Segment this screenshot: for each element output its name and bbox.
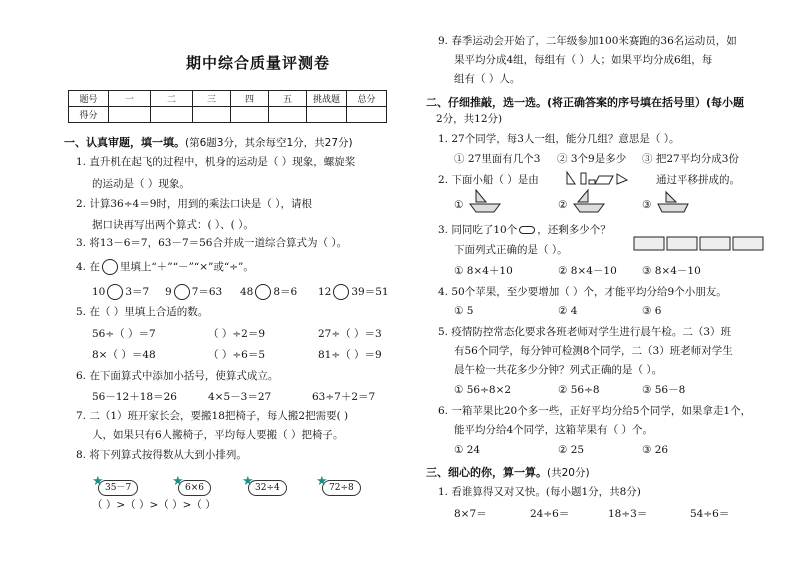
q5-item: （ ）÷2＝9 [208, 328, 265, 340]
q6-item: 4×5－3＝27 [208, 391, 272, 403]
score-input[interactable] [307, 107, 347, 123]
q2-line2: 据口诀再写出两个算式：( ）、( ）。 [92, 219, 254, 231]
score-cell: 五 [269, 91, 307, 107]
boat-icon [468, 188, 504, 216]
c4-option[interactable]: ① 5 [454, 305, 474, 317]
q9-line3: 组有（ ）人。 [454, 73, 521, 85]
d1-item[interactable]: 18÷3＝ [608, 508, 648, 520]
shape-pieces-icon [565, 170, 655, 186]
score-cell: 得分 [69, 107, 109, 123]
q1-line1: 1. 直升机在起飞的过程中，机身的运动是（ ）现象，螺旋桨 [76, 156, 356, 168]
c2: 2. 下面小船（ ）是由 [438, 174, 539, 186]
star-icon: ★ [242, 474, 254, 489]
answer-circle[interactable] [333, 284, 349, 300]
q5-item: 81÷（ ）＝9 [318, 349, 382, 361]
q8-answer-blanks[interactable]: （ ）>（ ）>（ ）>（ ） [92, 499, 216, 511]
q8-badge: ★ 72÷8 [322, 475, 361, 496]
score-cell: 二 [151, 91, 193, 107]
page-title: 期中综合质量评测卷 [186, 54, 331, 72]
q9-line1: 9. 春季运动会开始了，二年级参加100米赛跑的36名运动员，如 [438, 35, 737, 47]
d1-item[interactable]: 24÷6＝ [530, 508, 570, 520]
section2-heading: 二、仔细推敲，选一选。(将正确答案的序号填在括号里）(每小题 [426, 96, 745, 109]
q2-line1: 2. 计算36÷4＝9时，用到的乘法口诀是（ ），请根 [76, 198, 312, 210]
q4-item: 9 7＝63 [165, 286, 223, 298]
score-input[interactable] [109, 107, 151, 123]
q6-item: 56－12＋18＝26 [92, 391, 177, 403]
q5: 5. 在（ ）里填上合适的数。 [76, 306, 209, 318]
blank-circle [102, 259, 118, 275]
c1-option[interactable]: ① 27里面有几个3 [454, 153, 541, 165]
c6-option[interactable]: ① 24 [454, 444, 481, 456]
c1-option[interactable]: ③ 把27平均分成3份 [642, 153, 739, 165]
score-cell: 四 [231, 91, 269, 107]
q8-badge: ★ 32÷4 [248, 475, 287, 496]
star-icon: ★ [172, 474, 184, 489]
q5-item: 56÷（ ）＝7 [92, 328, 156, 340]
score-input[interactable] [151, 107, 193, 123]
q5-item: 8×（ ）＝48 [92, 349, 156, 361]
answer-circle[interactable] [174, 284, 190, 300]
q5-item: 27÷（ ）＝3 [318, 328, 382, 340]
q6: 6. 在下面算式中添加小括号，使算式成立。 [76, 370, 279, 382]
d1-item[interactable]: 8×7＝ [454, 508, 487, 520]
c1: 1. 27个同学，每3人一组，能分几组？意思是（ ）。 [438, 133, 680, 145]
q8-badge: ★ 35－7 [98, 475, 138, 496]
q4-item: 12 39＝51 [318, 286, 389, 298]
boat-icon [572, 188, 608, 216]
d1: 1. 看谁算得又对又快。(每小题1分，共8分) [438, 486, 641, 498]
score-cell: 总分 [347, 91, 387, 107]
c5-option[interactable]: ① 56÷8×2 [454, 384, 512, 396]
c6-option[interactable]: ③ 26 [642, 444, 669, 456]
bread-boxes-icon [633, 233, 768, 251]
answer-circle[interactable] [107, 284, 123, 300]
score-cell: 题号 [69, 91, 109, 107]
score-input[interactable] [231, 107, 269, 123]
score-cell: 三 [193, 91, 231, 107]
score-table [68, 90, 387, 123]
answer-circle[interactable] [255, 284, 271, 300]
q8-badge: ★ 6×6 [178, 475, 211, 496]
q7-line2: 人，如果只有6人搬椅子，平均每人要搬（ ）把椅子。 [92, 429, 344, 441]
score-input[interactable] [269, 107, 307, 123]
c5-option[interactable]: ③ 56－8 [642, 384, 686, 396]
c5-line3: 晨午检一共花多少分钟？列式正确的是（ ）。 [454, 364, 663, 376]
q9-line2: 果平均分成4组，每组有（ ）人；如果平均分成6组，每 [454, 54, 713, 66]
q4-item: 48 8＝6 [240, 286, 298, 298]
c3: 3. 同同吃了10个 ，还剩多少个？ [438, 224, 611, 236]
c6-line2: 能平均分给4个同学，这箱苹果有（ ）个。 [454, 424, 654, 436]
c5-option[interactable]: ② 56÷8 [558, 384, 600, 396]
boat-icon [656, 188, 692, 216]
section1-heading: 一、认真审题，填一填。(第6题3分，其余每空1分，共27分) [64, 136, 353, 149]
q5-item: （ ）÷6＝5 [208, 349, 265, 361]
c3-option[interactable]: ② 8×4－10 [558, 265, 617, 277]
score-table-score-row [69, 107, 387, 123]
c5-line2: 有56个同学，每分钟可检测8个同学，二（3）班老师对学生 [454, 345, 733, 357]
c6-line1: 6. 一箱苹果比20个多一些，正好平均分给5个同学，如果拿走1个， [438, 405, 752, 417]
bread-icon [519, 226, 535, 234]
d1-item[interactable]: 54÷6＝ [690, 508, 730, 520]
q3: 3. 将13－6＝7，63－7＝56合并成一道综合算式为（ ）。 [76, 237, 348, 249]
c2-option[interactable]: ③ [642, 199, 652, 211]
q8: 8. 将下列算式按得数从大到小排列。 [76, 449, 247, 461]
c3-option[interactable]: ① 8×4＋10 [454, 265, 513, 277]
score-table-header-row [69, 91, 387, 107]
star-icon: ★ [92, 474, 104, 489]
c3-question: 下面列式正确的是（ ）。 [454, 244, 568, 256]
section2-note: 2分，共12分) [436, 113, 503, 125]
q1-line2: 的运动是（ ）现象。 [92, 178, 190, 190]
c4-option[interactable]: ② 4 [558, 305, 578, 317]
score-input[interactable] [347, 107, 387, 123]
c2-option[interactable]: ① [454, 199, 464, 211]
q7-line1: 7. 二（1）班开家长会，要搬18把椅子，每人搬2把需要( ) [76, 410, 349, 422]
c6-option[interactable]: ② 25 [558, 444, 585, 456]
section3-heading: 三、细心的你，算一算。(共20分) [426, 466, 590, 479]
c2-tail: 通过平移拼成的。 [656, 174, 740, 186]
score-input[interactable] [193, 107, 231, 123]
c2-option[interactable]: ② [558, 199, 568, 211]
score-cell: 一 [109, 91, 151, 107]
q6-item: 63÷7＋2＝7 [312, 391, 376, 403]
c5-line1: 5. 疫情防控常态化要求各班老师对学生进行晨午检。二（3）班 [438, 326, 732, 338]
c1-option[interactable]: ② 3个9是多少 [557, 153, 627, 165]
c4-option[interactable]: ③ 6 [642, 305, 662, 317]
q4-item: 10 3＝7 [92, 286, 150, 298]
c3-option[interactable]: ③ 8×4－10 [642, 265, 701, 277]
q4: 4. 在 里填上“＋”“－”“×”或“÷”。 [76, 261, 254, 273]
c4: 4. 50个苹果，至少要增加（ ）个，才能平均分给9个小朋友。 [438, 286, 727, 298]
star-icon: ★ [316, 474, 328, 489]
score-cell: 挑战题 [307, 91, 347, 107]
